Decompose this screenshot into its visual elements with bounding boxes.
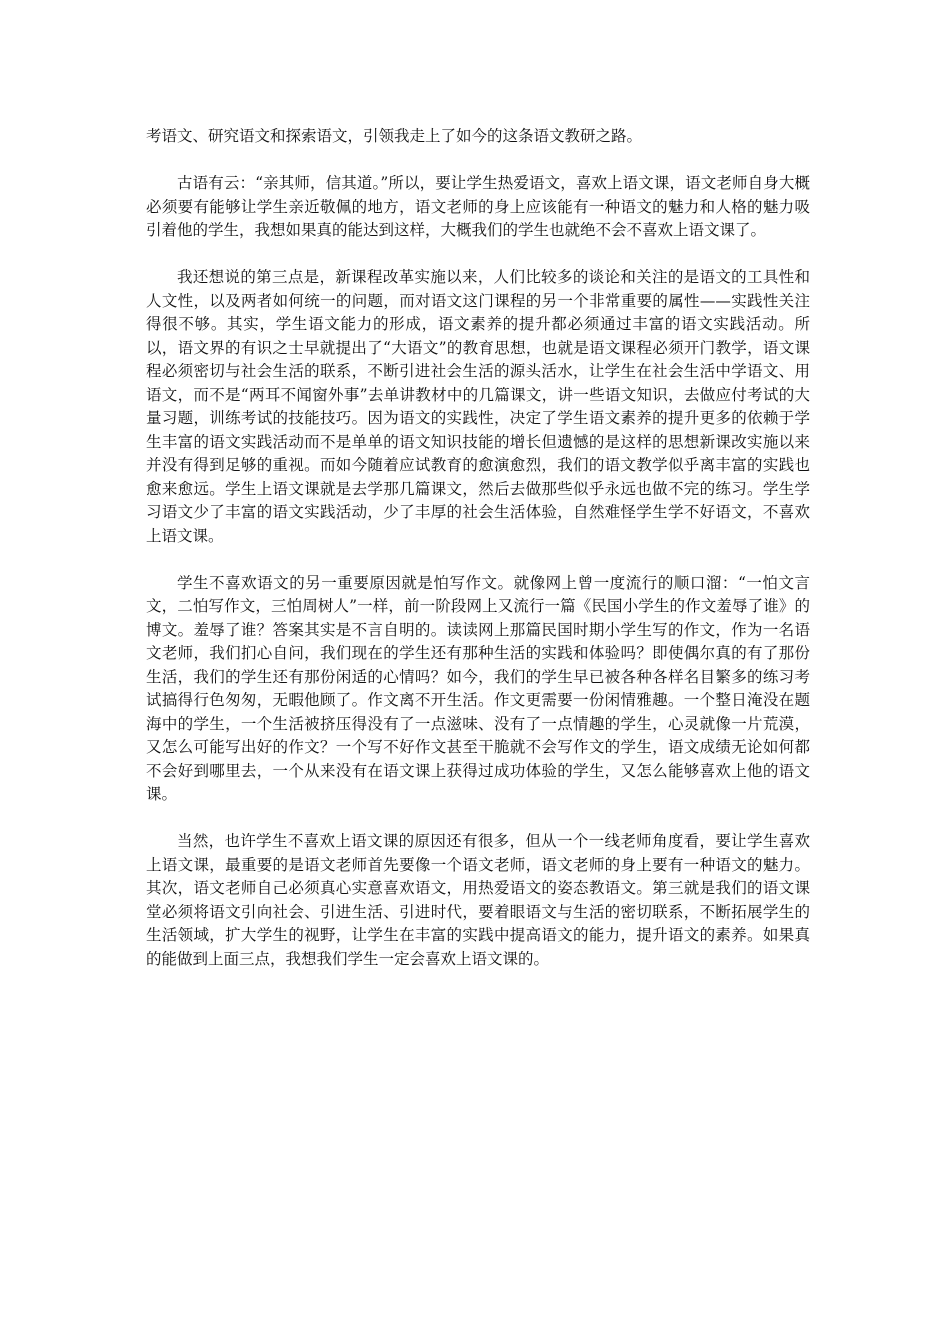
paragraph-1: 考语文、研究语文和探索语文，引领我走上了如今的这条语文教研之路。 <box>146 127 643 145</box>
paragraph-3: 我还想说的第三点是，新课程改革实施以来，人们比较多的谈论和关注的是语文的工具性和人文性，以及两者如何统一的问题，而对语文这门课程的另一个非常重要的属性——实践性关注得很不够。其实，学生语文能力的形成，语文素养的提升都必须通过丰富的语文实践活动。所以，语文界的有识之士早就提出了“大语文”的教育思想，也就是语文课程必须开门教学，语文课程必须密切与社会生活的联系，不断引进社会生活的源头活水，让学生在社会生活中学语文、用语文，而不是“两耳不闻窗外事”去单讲教材中的几篇课文，讲一些语文知识，去做应付考试的大量习题，训练考试的技能技巧。因为语文的实践性，决定了学生语文素养的提升更多的依赖于学生丰富的语文实践活动而不是单单的语文知识技能的增长但遗憾的是这样的思想新课改实施以来并没有得到足够的重视。而如今随着应试教育的愈演愈烈，我们的语文教学似乎离丰富的实践也愈来愈远。学生上语文课就是去学那几篇课文，然后去做那些似乎永远也做不完的练习。学生学习语文少了丰富的语文实践活动，少了丰厚的社会生活体验，自然难怪学生学不好语文，不喜欢上语文课。 <box>146 268 810 545</box>
paragraph-5: 当然，也许学生不喜欢上语文课的原因还有很多，但从一个一线老师角度看，要让学生喜欢上语文课，最重要的是语文老师首先要像一个语文老师，语文老师的身上要有一种语文的魅力。其次，语文老师自己必须真心实意喜欢语文，用热爱语文的姿态教语文。第三就是我们的语文课堂必须将语文引向社会、引进生活、引进时代，要着眼语文与生活的密切联系，不断拓展学生的生活领域，扩大学生的视野，让学生在丰富的实践中提高语文的能力，提升语文的素养。如果真的能做到上面三点，我想我们学生一定会喜欢上语文课的。 <box>146 832 810 968</box>
paragraph-2: 古语有云：“亲其师，信其道。”所以，要让学生热爱语文，喜欢上语文课，语文老师自身大概必须要有能够让学生亲近敬佩的地方，语文老师的身上应该能有一种语文的魅力和人格的魅力吸引着他的学生，我想如果真的能达到这样，大概我们的学生也就绝不会不喜欢上语文课了。 <box>146 174 810 239</box>
document-body <box>146 125 810 995</box>
paragraph-4: 学生不喜欢语文的另一重要原因就是怕写作文。就像网上曾一度流行的顺口溜：“一怕文言文，二怕写作文，三怕周树人”一样，前一阶段网上又流行一篇《民国小学生的作文羞辱了谁》的博文。羞辱了谁？答案其实是不言自明的。读读网上那篇民国时期小学生写的作文，作为一名语文老师，我们扪心自问，我们现在的学生还有那种生活的实践和体验吗？即使偶尔真的有了那份生活，我们的学生还有那份闲适的心情吗？如今，我们的学生早已被各种各样名目繁多的练习考试搞得行色匆匆，无暇他顾了。作文离不开生活。作文更需要一份闲情雅趣。一个整日淹没在题海中的学生，一个生活被挤压得没有了一点滋味、没有了一点情趣的学生，心灵就像一片荒漠，又怎么可能写出好的作文？一个写不好作文甚至干脆就不会写作文的学生，语文成绩无论如何都不会好到哪里去，一个从来没有在语文课上获得过成功体验的学生，又怎么能够喜欢上他的语文课。 <box>146 573 810 803</box>
